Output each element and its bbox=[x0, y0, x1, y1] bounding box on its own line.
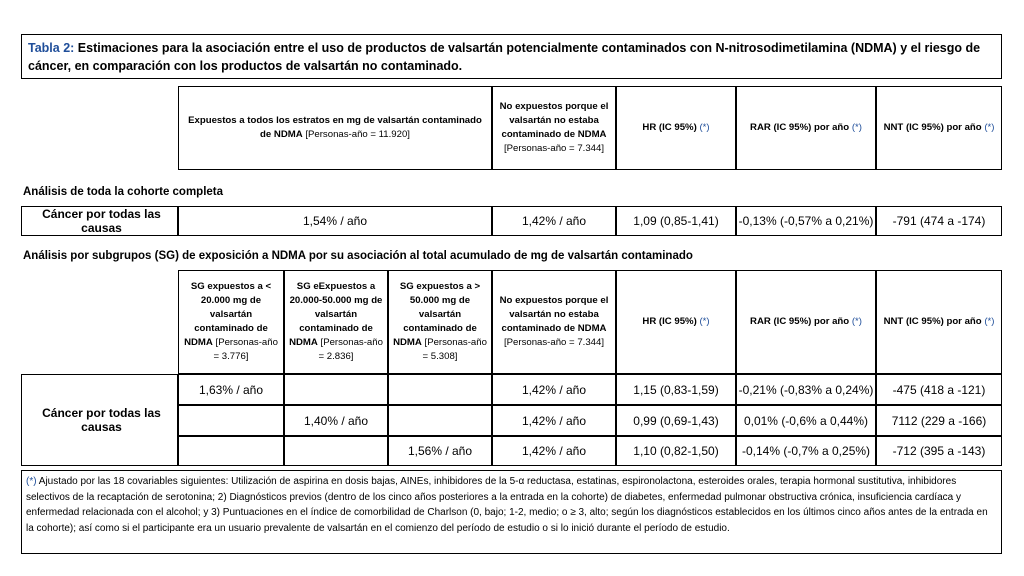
t2-r2-rar: 0,01% (-0,6% a 0,44%) bbox=[736, 405, 876, 436]
t2-header-rar: RAR (IC 95%) por año (*) bbox=[736, 270, 876, 374]
t1-header-hr: HR (IC 95%) (*) bbox=[616, 86, 736, 170]
t2-r3-sg1 bbox=[178, 436, 284, 466]
t2-header-sg3: SG expuestos a > 50.000 mg de valsartán contaminado de NDMA [Personas-año = 5.308] bbox=[388, 270, 492, 374]
t1-row-exposed: 1,54% / año bbox=[178, 206, 492, 236]
t2-r3-rar: -0,14% (-0,7% a 0,25%) bbox=[736, 436, 876, 466]
t2-r2-unexposed: 1,42% / año bbox=[492, 405, 616, 436]
t1-row-label: Cáncer por todas las causas bbox=[21, 206, 178, 236]
t2-r2-sg3 bbox=[388, 405, 492, 436]
t2-r2-hr: 0,99 (0,69-1,43) bbox=[616, 405, 736, 436]
t1-header-unexposed: No expuestos porque el valsartán no estaba contaminado de NDMA [Personas-año = 7.344] bbox=[492, 86, 616, 170]
table-title-text: Estimaciones para la asociación entre el uso de productos de valsartán potencialmente contaminados con N-nitrosodimetilamina (NDMA) y el riesgo de cáncer, en comparación con los productos de valsartán no contaminado. bbox=[28, 41, 981, 73]
t2-row-label: Cáncer por todas las causas bbox=[21, 374, 178, 466]
footnote-text: Ajustado por las 18 covariables siguientes: Utilización de aspirina en dosis bajas, AINEs, inhibidores de la 5-α reductasa, estatinas, espironolactona, esteroides orales, terapia hormonal sustitutiva, inhibidores selectivos de la recaptación de serotonina; 2) Diagnósticos previos (dentro de los cinco años posteriores a la entrada en la cohorte) de diabetes, enfermedad pulmonar obstructiva crónica, insuficiencia cardíaca y enfermedad relacionada con el alcohol; y 3) Puntuaciones en el índice de comorbilidad de Charlson (0, bajo; 1-2, medio; o ≥ 3, alto; según los diagnósticos establecidos en los últimos cinco años antes de la entrada en la cohorte); así como si el participante era un usuario prevalente de valsartán en el comienzo del período de estudio o si lo inició durante el período de estudio. bbox=[26, 476, 988, 534]
t1-row-rar: -0,13% (-0,57% a 0,21%) bbox=[736, 206, 876, 236]
table-title bbox=[21, 34, 1002, 79]
t1-header-nnt: NNT (IC 95%) por año (*) bbox=[876, 86, 1002, 170]
t2-header-sg1: SG expuestos a < 20.000 mg de valsartán contaminado de NDMA [Personas-año = 3.776] bbox=[178, 270, 284, 374]
t1-row-hr: 1,09 (0,85-1,41) bbox=[616, 206, 736, 236]
t2-r2-sg2: 1,40% / año bbox=[284, 405, 388, 436]
t2-r3-unexposed: 1,42% / año bbox=[492, 436, 616, 466]
t2-r1-nnt: -475 (418 a -121) bbox=[876, 374, 1002, 405]
t2-r1-sg2 bbox=[284, 374, 388, 405]
t2-header-unexposed: No expuestos porque el valsartán no estaba contaminado de NDMA [Personas-año = 7.344] bbox=[492, 270, 616, 374]
t2-section-label: Análisis por subgrupos (SG) de exposición a NDMA por su asociación al total acumulado de mg de valsartán contaminado bbox=[23, 250, 693, 262]
t2-r3-sg2 bbox=[284, 436, 388, 466]
t2-r1-sg3 bbox=[388, 374, 492, 405]
t1-header-rar: RAR (IC 95%) por año (*) bbox=[736, 86, 876, 170]
t1-row-unexposed: 1,42% / año bbox=[492, 206, 616, 236]
t2-header-nnt: NNT (IC 95%) por año (*) bbox=[876, 270, 1002, 374]
t1-section-label: Análisis de toda la cohorte completa bbox=[23, 186, 224, 198]
t2-r3-sg3: 1,56% / año bbox=[388, 436, 492, 466]
t1-header-exposed: Expuestos a todos los estratos en mg de valsartán contaminado de NDMA [Personas-año = 11.920] bbox=[178, 86, 492, 170]
t2-r2-nnt: 7112 (229 a -166) bbox=[876, 405, 1002, 436]
t2-r1-hr: 1,15 (0,83-1,59) bbox=[616, 374, 736, 405]
t2-r1-sg1: 1,63% / año bbox=[178, 374, 284, 405]
t2-r3-hr: 1,10 (0,82-1,50) bbox=[616, 436, 736, 466]
footnote bbox=[21, 470, 1002, 554]
t2-header-sg2: SG eExpuestos a 20.000-50.000 mg de valsartán contaminado de NDMA [Personas-año = 2.836] bbox=[284, 270, 388, 374]
table-title-lead: Tabla 2: bbox=[28, 41, 75, 55]
t2-r2-sg1 bbox=[178, 405, 284, 436]
t2-r1-unexposed: 1,42% / año bbox=[492, 374, 616, 405]
footnote-mark: (*) bbox=[26, 476, 37, 487]
t1-row-nnt: -791 (474 a -174) bbox=[876, 206, 1002, 236]
t2-r3-nnt: -712 (395 a -143) bbox=[876, 436, 1002, 466]
t2-header-hr: HR (IC 95%) (*) bbox=[616, 270, 736, 374]
t2-r1-rar: -0,21% (-0,83% a 0,24%) bbox=[736, 374, 876, 405]
